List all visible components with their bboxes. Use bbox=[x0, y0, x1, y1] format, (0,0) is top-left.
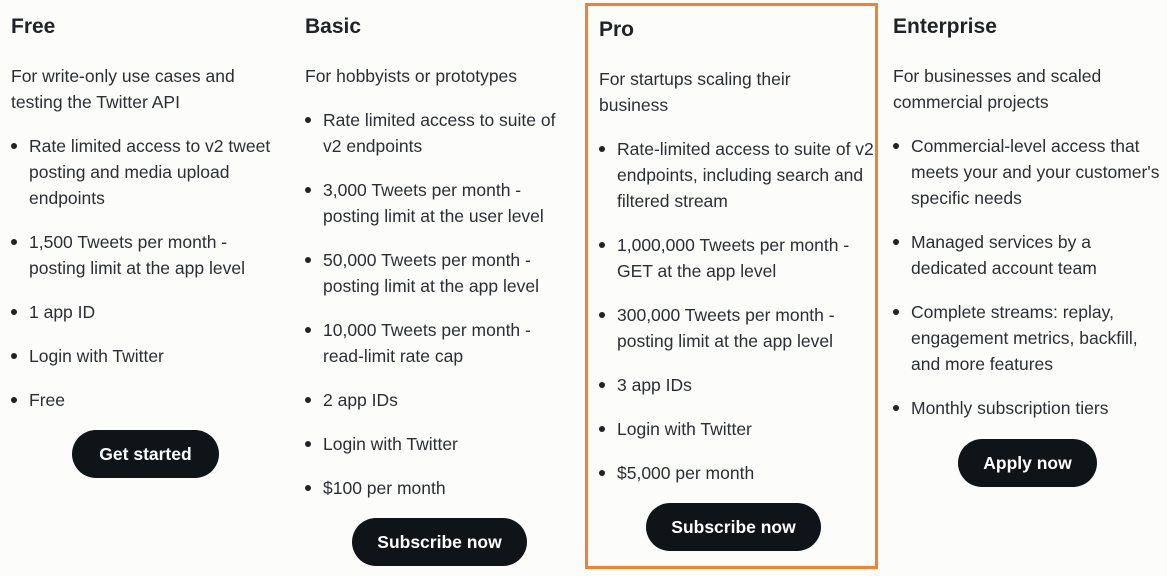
plan-title: Pro bbox=[599, 18, 635, 41]
bullet-icon bbox=[893, 405, 899, 411]
feature-text: Login with Twitter bbox=[617, 419, 752, 439]
get-started-button[interactable]: Get started bbox=[72, 430, 219, 478]
feature-text: Complete streams: replay, engagement metrics, backfill, and more features bbox=[911, 302, 1138, 374]
bullet-icon bbox=[305, 187, 311, 193]
feature-item bbox=[305, 431, 575, 457]
bullet-icon bbox=[11, 353, 17, 359]
feature-item bbox=[599, 372, 874, 398]
bullet-icon bbox=[11, 309, 17, 315]
feature-text: 300,000 Tweets per month - posting limit at the app level bbox=[617, 305, 835, 351]
feature-text: Rate limited access to suite of v2 endpoints bbox=[323, 110, 556, 156]
feature-text: Commercial-level access that meets your and your customer's specific needs bbox=[911, 136, 1160, 208]
feature-item bbox=[599, 136, 874, 214]
apply-now-button[interactable]: Apply now bbox=[958, 439, 1097, 487]
feature-list bbox=[893, 133, 1163, 439]
feature-item bbox=[305, 107, 575, 159]
feature-text: 3 app IDs bbox=[617, 375, 692, 395]
bullet-icon bbox=[11, 397, 17, 403]
feature-item bbox=[305, 475, 575, 501]
feature-list bbox=[599, 136, 874, 504]
feature-item bbox=[893, 395, 1163, 421]
feature-text: Managed services by a dedicated account team bbox=[911, 232, 1097, 278]
feature-text: 3,000 Tweets per month - posting limit at the user level bbox=[323, 180, 544, 226]
feature-text: $100 per month bbox=[323, 478, 446, 498]
bullet-icon bbox=[305, 257, 311, 263]
feature-item bbox=[893, 133, 1163, 211]
feature-item bbox=[11, 343, 271, 369]
feature-text: Login with Twitter bbox=[29, 346, 164, 366]
bullet-icon bbox=[305, 441, 311, 447]
feature-text: 2 app IDs bbox=[323, 390, 398, 410]
plan-title: Basic bbox=[305, 15, 362, 38]
feature-item bbox=[11, 133, 271, 211]
bullet-icon bbox=[305, 397, 311, 403]
feature-item bbox=[11, 387, 271, 413]
plan-card-pro bbox=[585, 3, 878, 569]
bullet-icon bbox=[11, 143, 17, 149]
bullet-icon bbox=[11, 239, 17, 245]
bullet-icon bbox=[305, 485, 311, 491]
subscribe-pro-button[interactable]: Subscribe now bbox=[646, 503, 821, 551]
plan-description: For businesses and scaled commercial projects bbox=[893, 66, 1102, 112]
bullet-icon bbox=[599, 426, 605, 432]
feature-item bbox=[305, 177, 575, 229]
plan-description: For write-only use cases and testing the Twitter API bbox=[11, 66, 235, 112]
feature-item bbox=[893, 299, 1163, 377]
feature-text: Login with Twitter bbox=[323, 434, 458, 454]
feature-item bbox=[599, 416, 874, 442]
bullet-icon bbox=[305, 327, 311, 333]
feature-text: 1,500 Tweets per month - posting limit at the app level bbox=[29, 232, 245, 278]
bullet-icon bbox=[599, 470, 605, 476]
feature-text: $5,000 per month bbox=[617, 463, 755, 483]
bullet-icon bbox=[893, 309, 899, 315]
feature-text: Monthly subscription tiers bbox=[911, 398, 1109, 418]
bullet-icon bbox=[599, 146, 605, 152]
feature-list bbox=[11, 133, 271, 431]
feature-text: Free bbox=[29, 390, 65, 410]
plan-description: For startups scaling their business bbox=[599, 69, 791, 115]
feature-text: 1,000,000 Tweets per month - GET at the app level bbox=[617, 235, 850, 281]
feature-item bbox=[305, 317, 575, 369]
feature-text: 50,000 Tweets per month - posting limit at the app level bbox=[323, 250, 539, 296]
feature-text: 10,000 Tweets per month - read-limit rate cap bbox=[323, 320, 531, 366]
bullet-icon bbox=[893, 239, 899, 245]
bullet-icon bbox=[893, 143, 899, 149]
feature-item bbox=[11, 299, 271, 325]
plan-title: Free bbox=[11, 15, 56, 38]
feature-item bbox=[305, 387, 575, 413]
feature-text: Rate limited access to v2 tweet posting and media upload endpoints bbox=[29, 136, 271, 208]
feature-item bbox=[305, 247, 575, 299]
feature-item bbox=[893, 229, 1163, 281]
plan-description: For hobbyists or prototypes bbox=[305, 66, 518, 86]
feature-text: Rate-limited access to suite of v2 endpoints, including search and filtered stream bbox=[617, 139, 874, 211]
feature-item bbox=[11, 229, 271, 281]
bullet-icon bbox=[305, 117, 311, 123]
feature-list bbox=[305, 107, 575, 519]
bullet-icon bbox=[599, 382, 605, 388]
subscribe-basic-button[interactable]: Subscribe now bbox=[352, 518, 527, 566]
feature-item bbox=[599, 302, 874, 354]
feature-item bbox=[599, 460, 874, 486]
feature-text: 1 app ID bbox=[29, 302, 96, 322]
plan-title: Enterprise bbox=[893, 15, 997, 38]
bullet-icon bbox=[599, 242, 605, 248]
bullet-icon bbox=[599, 312, 605, 318]
feature-item bbox=[599, 232, 874, 284]
